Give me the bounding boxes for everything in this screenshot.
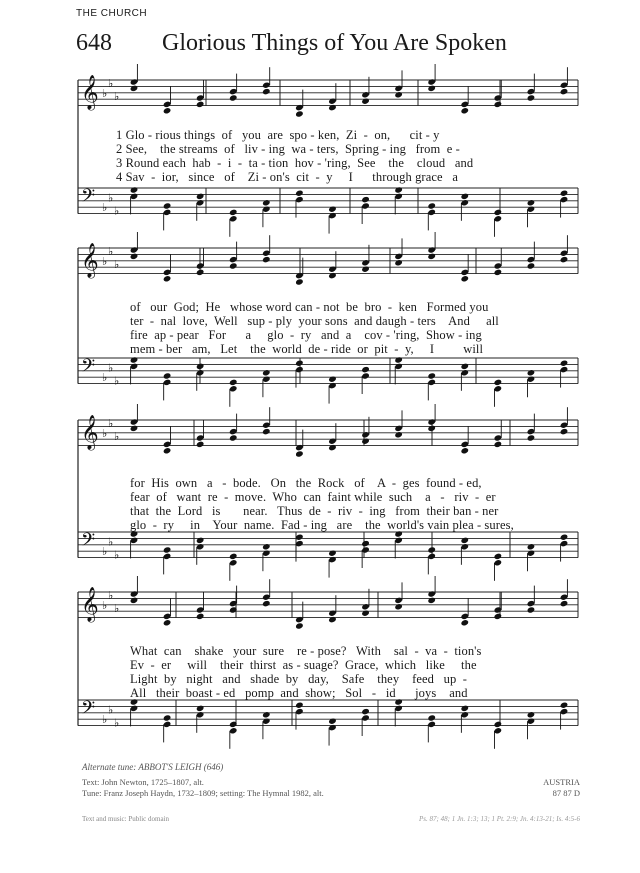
note-head bbox=[494, 721, 503, 728]
flat-sign: ♭ bbox=[108, 361, 114, 375]
note-head bbox=[361, 266, 370, 273]
flat-sign: ♭ bbox=[114, 204, 120, 218]
meter: 87 87 D bbox=[552, 788, 580, 798]
note-head bbox=[196, 705, 205, 712]
note-head bbox=[130, 253, 139, 260]
note-head bbox=[427, 253, 436, 260]
note-head bbox=[196, 269, 205, 276]
note-head bbox=[460, 619, 469, 626]
note-head bbox=[460, 193, 469, 200]
note-head bbox=[295, 450, 304, 457]
copyright-note: Text and music: Public domain bbox=[82, 815, 169, 823]
note-head bbox=[560, 256, 569, 263]
section-label: THE CHURCH bbox=[76, 8, 148, 19]
note-head bbox=[394, 431, 403, 438]
flat-sign: ♭ bbox=[102, 545, 108, 559]
note-head bbox=[460, 363, 469, 370]
hymn-title: Glorious Things of You Are Spoken bbox=[162, 30, 507, 56]
note-head bbox=[295, 360, 304, 367]
bass-clef: 𝄢 bbox=[81, 530, 96, 555]
note-head bbox=[361, 196, 370, 203]
note-head bbox=[494, 553, 503, 560]
hymn-number: 648 bbox=[76, 30, 112, 56]
note-head bbox=[494, 269, 503, 276]
note-head bbox=[427, 202, 436, 209]
note-head bbox=[361, 98, 370, 105]
note-head bbox=[427, 714, 436, 721]
note-head bbox=[460, 705, 469, 712]
note-head bbox=[262, 199, 271, 206]
verse-line: fear of want re - move. Who can faint while such a - riv - er bbox=[130, 490, 496, 504]
tune-credit: Tune: Franz Joseph Haydn, 1732–1809; setting: The Hymnal 1982, alt. bbox=[82, 788, 324, 798]
note-head bbox=[196, 613, 205, 620]
verse-line: fire ap - pear For a glo - ry and a cov - 'ring, Show - ing bbox=[130, 328, 482, 342]
treble-clef: 𝄞 bbox=[81, 75, 99, 110]
note-head bbox=[196, 101, 205, 108]
note-head bbox=[527, 369, 536, 376]
note-head bbox=[229, 262, 238, 269]
note-head bbox=[295, 702, 304, 709]
note-head bbox=[361, 708, 370, 715]
note-head bbox=[295, 110, 304, 117]
note-head bbox=[328, 550, 337, 557]
note-head bbox=[328, 206, 337, 213]
note-head bbox=[163, 714, 172, 721]
note-head bbox=[361, 610, 370, 617]
note-head bbox=[394, 186, 403, 193]
note-head bbox=[163, 372, 172, 379]
flat-sign: ♭ bbox=[108, 191, 114, 205]
note-head bbox=[163, 447, 172, 454]
verse-line: What can shake your sure re - pose? With sal - va - tion's bbox=[130, 644, 482, 658]
note-head bbox=[394, 356, 403, 363]
note-head bbox=[394, 259, 403, 266]
note-head bbox=[560, 600, 569, 607]
note-head bbox=[328, 444, 337, 451]
flat-sign: ♭ bbox=[114, 258, 120, 271]
note-head bbox=[460, 275, 469, 282]
tune-name: AUSTRIA bbox=[543, 777, 580, 787]
note-head bbox=[527, 262, 536, 269]
note-head bbox=[494, 441, 503, 448]
note-head bbox=[328, 104, 337, 111]
note-head bbox=[494, 613, 503, 620]
flat-sign: ♭ bbox=[114, 90, 120, 103]
note-head bbox=[560, 190, 569, 197]
flat-sign: ♭ bbox=[108, 589, 114, 603]
note-head bbox=[130, 85, 139, 92]
flat-sign: ♭ bbox=[114, 716, 120, 730]
note-head bbox=[527, 606, 536, 613]
flat-sign: ♭ bbox=[102, 86, 108, 100]
note-head bbox=[494, 209, 503, 216]
note-head bbox=[560, 534, 569, 541]
note-head bbox=[560, 702, 569, 709]
note-head bbox=[427, 85, 436, 92]
note-head bbox=[262, 543, 271, 550]
note-head bbox=[196, 193, 205, 200]
note-head bbox=[130, 425, 139, 432]
flat-sign: ♭ bbox=[114, 602, 120, 615]
flat-sign: ♭ bbox=[102, 598, 108, 612]
note-head bbox=[560, 360, 569, 367]
note-head bbox=[361, 366, 370, 373]
note-head bbox=[262, 256, 271, 263]
verse-line: 2 See, the streams of liv - ing wa - ters, Spring - ing from e - bbox=[116, 142, 460, 156]
note-head bbox=[130, 597, 139, 604]
note-head bbox=[328, 616, 337, 623]
text-credit: Text: John Newton, 1725–1807, alt. bbox=[82, 777, 204, 787]
bass-clef: 𝄢 bbox=[81, 356, 96, 381]
flat-sign: ♭ bbox=[108, 703, 114, 717]
flat-sign: ♭ bbox=[114, 430, 120, 443]
note-head bbox=[295, 622, 304, 629]
note-head bbox=[262, 600, 271, 607]
note-head bbox=[163, 619, 172, 626]
note-head bbox=[427, 597, 436, 604]
flat-sign: ♭ bbox=[102, 426, 108, 440]
flat-sign: ♭ bbox=[114, 374, 120, 388]
note-head bbox=[394, 91, 403, 98]
verse-line: Ev - er will their thirst as - suage? Grace, which like the bbox=[130, 658, 477, 672]
note-head bbox=[527, 434, 536, 441]
note-head bbox=[196, 363, 205, 370]
note-head bbox=[229, 434, 238, 441]
note-head bbox=[295, 278, 304, 285]
verse-line: 1 Glo - rious things of you are spo - ken, Zi - on, cit - y bbox=[116, 128, 440, 142]
verse-line: ter - nal love, Well sup - ply your sons and daugh - ters And all bbox=[130, 314, 499, 328]
note-head bbox=[560, 88, 569, 95]
flat-sign: ♭ bbox=[108, 245, 114, 259]
scripture-references: Ps. 87; 48; 1 Jn. 1:3; 13; 1 Pt. 2:9; Jn. 4:13-21; Is. 4:5-6 bbox=[419, 815, 580, 823]
flat-sign: ♭ bbox=[102, 713, 108, 727]
note-head bbox=[163, 275, 172, 282]
note-head bbox=[262, 88, 271, 95]
note-head bbox=[328, 718, 337, 725]
bass-clef: 𝄢 bbox=[81, 698, 96, 723]
note-head bbox=[494, 379, 503, 386]
note-head bbox=[328, 272, 337, 279]
note-head bbox=[229, 209, 238, 216]
verse-line: glo - ry in Your name. Fad - ing are the world's vain plea - sures, bbox=[130, 518, 514, 532]
flat-sign: ♭ bbox=[102, 201, 108, 215]
flat-sign: ♭ bbox=[108, 417, 114, 431]
verse-line: All their boast - ed pomp and show; Sol - id joys and bbox=[130, 686, 468, 700]
bass-clef: 𝄢 bbox=[81, 186, 96, 211]
note-head bbox=[427, 425, 436, 432]
alternate-tune-note: Alternate tune: ABBOT'S LEIGH (646) bbox=[82, 762, 224, 772]
note-head bbox=[494, 101, 503, 108]
note-head bbox=[163, 546, 172, 553]
note-head bbox=[560, 428, 569, 435]
verse-line: for His own a - bode. On the Rock of A - ges found - ed, bbox=[130, 476, 482, 490]
note-head bbox=[460, 447, 469, 454]
note-head bbox=[262, 369, 271, 376]
treble-clef: 𝄞 bbox=[81, 415, 99, 450]
note-head bbox=[427, 372, 436, 379]
note-head bbox=[229, 94, 238, 101]
note-head bbox=[527, 199, 536, 206]
note-head bbox=[163, 107, 172, 114]
flat-sign: ♭ bbox=[102, 371, 108, 385]
note-head bbox=[527, 543, 536, 550]
verse-line: of our God; He whose word can - not be bro - ken Formed you bbox=[130, 300, 489, 314]
treble-clef: 𝄞 bbox=[81, 243, 99, 278]
note-head bbox=[163, 202, 172, 209]
note-head bbox=[262, 711, 271, 718]
note-head bbox=[130, 186, 139, 193]
verse-line: 3 Round each hab - i - ta - tion hov - 'ring, See the cloud and bbox=[116, 156, 474, 170]
note-head bbox=[527, 94, 536, 101]
note-head bbox=[196, 537, 205, 544]
note-head bbox=[130, 356, 139, 363]
note-head bbox=[196, 441, 205, 448]
note-head bbox=[262, 428, 271, 435]
note-head bbox=[361, 438, 370, 445]
flat-sign: ♭ bbox=[108, 535, 114, 549]
flat-sign: ♭ bbox=[108, 77, 114, 91]
verse-line: mem - ber am, Let the world de - ride or pit - y, I will bbox=[130, 342, 484, 356]
note-head bbox=[229, 379, 238, 386]
verse-line: Light by night and shade by day, Safe they feed up - bbox=[130, 672, 468, 686]
note-head bbox=[427, 546, 436, 553]
note-head bbox=[394, 603, 403, 610]
note-head bbox=[361, 540, 370, 547]
verse-line: that the Lord is near. Thus de - riv - ing from their ban - ner bbox=[130, 504, 499, 518]
verse-line: 4 Sav - ior, since of Zi - on's cit - y I through grace a bbox=[116, 170, 458, 184]
note-head bbox=[527, 711, 536, 718]
treble-clef: 𝄞 bbox=[81, 587, 99, 622]
flat-sign: ♭ bbox=[102, 254, 108, 268]
note-head bbox=[460, 537, 469, 544]
flat-sign: ♭ bbox=[114, 548, 120, 562]
note-head bbox=[295, 190, 304, 197]
note-head bbox=[460, 107, 469, 114]
note-head bbox=[229, 553, 238, 560]
note-head bbox=[328, 376, 337, 383]
